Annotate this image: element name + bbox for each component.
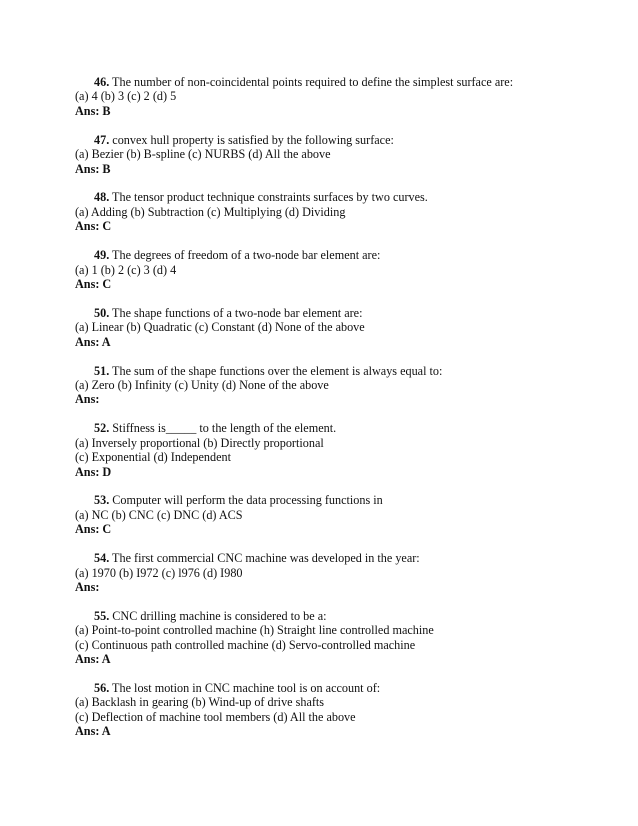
question-54: [75, 551, 595, 594]
options-line: (a) Zero (b) Infinity (c) Unity (d) None of the above: [75, 378, 329, 392]
question-stem: The number of non-coincidental points required to define the simplest surface are:: [109, 75, 514, 89]
options-line: (a) Backlash in gearing (b) Wind-up of drive shafts: [75, 695, 325, 710]
answer-line: Ans:: [75, 579, 100, 594]
question-text: [75, 248, 595, 262]
options-line: (c) Continuous path controlled machine (d) Servo-controlled machine: [75, 637, 416, 652]
question-46: [75, 75, 595, 118]
question-stem: The shape functions of a two-node bar element are:: [109, 305, 363, 320]
options-line: (c) Deflection of machine tool members (d) All the above: [75, 709, 356, 724]
question-text: [75, 190, 595, 204]
question-number: 56.: [94, 681, 110, 695]
question-stem: CNC drilling machine is considered to be a:: [109, 608, 327, 623]
answer-line: Ans: B: [75, 103, 111, 118]
question-52: [75, 421, 595, 479]
answer-line: Ans: A: [75, 652, 111, 667]
options-line: (a) Linear (b) Quadratic (c) Constant (d) None of the above: [75, 320, 365, 335]
options-line: (a) 1 (b) 2 (c) 3 (d) 4: [75, 262, 177, 277]
options-line: (a) Bezier (b) B-spline (c) NURBS (d) All the above: [75, 147, 331, 162]
question-text: [75, 306, 595, 320]
question-text: [75, 133, 595, 147]
question-55: [75, 609, 595, 667]
question-stem: The degrees of freedom of a two-node bar element are:: [109, 248, 381, 263]
question-50: [75, 306, 595, 349]
question-stem: convex hull property is satisfied by the following surface:: [109, 132, 394, 147]
answer-line: Ans:: [75, 392, 100, 407]
question-number: 49.: [94, 248, 110, 263]
question-text: [75, 493, 595, 507]
question-text: [75, 364, 595, 378]
question-56: [75, 681, 595, 739]
question-text: [75, 421, 595, 435]
options-line: (a) Point-to-point controlled machine (h) Straight line controlled machine: [75, 623, 434, 638]
options-line: (a) Adding (b) Subtraction (c) Multiplying (d) Dividing: [75, 204, 346, 219]
question-text: [75, 609, 595, 623]
answer-line: Ans: B: [75, 161, 111, 176]
answer-line: Ans: A: [75, 724, 111, 739]
question-number: 50.: [94, 305, 110, 320]
question-text: [75, 75, 595, 89]
options-line: (a) Inversely proportional (b) Directly proportional: [75, 435, 324, 450]
options-line: (a) 4 (b) 3 (c) 2 (d) 5: [75, 89, 177, 104]
answer-line: Ans: A: [75, 334, 111, 349]
question-number: 47.: [94, 132, 110, 147]
question-47: [75, 133, 595, 176]
question-stem: The tensor product technique constraints surfaces by two curves.: [109, 190, 428, 205]
question-number: 46.: [94, 75, 110, 89]
question-number: 53.: [94, 493, 110, 508]
question-49: [75, 248, 595, 291]
question-stem: Stiffness is_____ to the length of the element.: [109, 421, 337, 436]
options-line: (c) Exponential (d) Independent: [75, 450, 232, 465]
question-number: 52.: [94, 421, 110, 436]
options-line: (a) NC (b) CNC (c) DNC (d) ACS: [75, 507, 243, 522]
question-stem: The lost motion in CNC machine tool is on account of:: [109, 681, 381, 695]
question-text: [75, 681, 595, 695]
question-53: [75, 493, 595, 536]
question-48: [75, 190, 595, 233]
question-number: 54.: [94, 551, 110, 566]
question-number: 48.: [94, 190, 110, 205]
question-51: [75, 364, 595, 407]
options-line: (a) 1970 (b) I972 (c) l976 (d) I980: [75, 565, 243, 580]
question-number: 55.: [94, 608, 110, 623]
answer-line: Ans: C: [75, 522, 112, 537]
document-page: [75, 75, 595, 753]
answer-line: Ans: C: [75, 219, 112, 234]
question-text: [75, 551, 595, 565]
question-stem: The sum of the shape functions over the element is always equal to:: [109, 363, 443, 378]
question-number: 51.: [94, 363, 110, 378]
answer-line: Ans: D: [75, 464, 112, 479]
question-stem: Computer will perform the data processing functions in: [109, 493, 383, 508]
question-stem: The first commercial CNC machine was developed in the year:: [109, 551, 420, 566]
answer-line: Ans: C: [75, 276, 112, 291]
